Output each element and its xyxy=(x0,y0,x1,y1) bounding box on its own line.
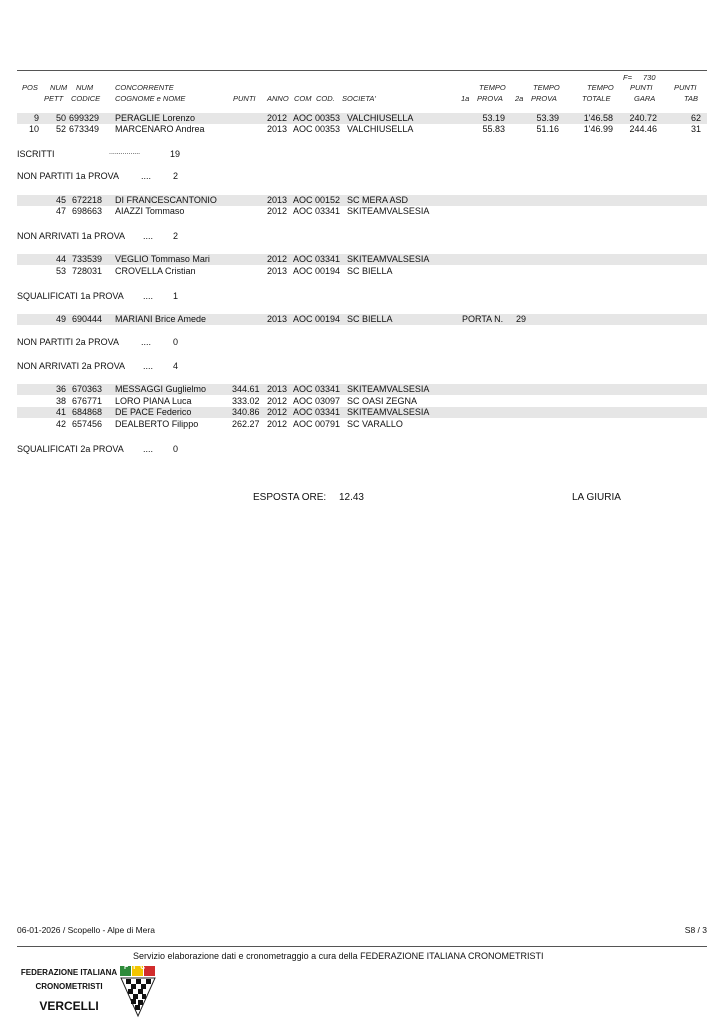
row-cod: 03341 xyxy=(315,384,341,394)
col-2a: 2a xyxy=(515,94,524,103)
row-societa: SKITEAMVALSESIA xyxy=(347,254,430,264)
section-count: 0 xyxy=(173,444,179,454)
row-societa: SC BIELLA xyxy=(347,266,393,276)
col-num-2: NUM xyxy=(76,83,94,92)
col-pett: PETT xyxy=(44,94,64,103)
row-anno: 2012 xyxy=(267,206,288,216)
section-label: SQUALIFICATI 2a PROVA xyxy=(17,444,124,454)
esposta-label: ESPOSTA ORE: xyxy=(253,492,327,503)
row-codice: 698663 xyxy=(72,206,103,216)
footer-service: Servizio elaborazione dati e cronometraggio a cura della FEDERAZIONE ITALIANA CRONOMETRISTI xyxy=(133,951,544,961)
row-nome: DEALBERTO Filippo xyxy=(115,419,199,429)
row-codice: 672218 xyxy=(72,195,103,205)
row-com: AOC xyxy=(293,266,313,276)
col-societa: SOCIETA' xyxy=(342,94,376,103)
row-societa: SC BIELLA xyxy=(347,314,393,324)
row-punti: 333.02 xyxy=(232,396,260,406)
footer-rule xyxy=(17,946,707,947)
section-count: 2 xyxy=(173,171,179,181)
row-cod: 00353 xyxy=(315,113,341,123)
row-pett: 53 xyxy=(55,266,66,276)
row-prova1: 53.19 xyxy=(482,113,505,123)
row-anno: 2012 xyxy=(267,407,288,417)
logo-letters: FIC xyxy=(124,964,151,971)
non-arrivati-2-line xyxy=(17,361,179,371)
row-societa: SKITEAMVALSESIA xyxy=(347,206,430,216)
section-dots: .... xyxy=(143,444,154,454)
non-partiti-1-line xyxy=(17,171,179,181)
row-com: AOC xyxy=(293,396,313,406)
row-codice: 670363 xyxy=(72,384,103,394)
row-anno: 2012 xyxy=(267,113,288,123)
row-com: AOC xyxy=(293,407,313,417)
esposta-ore xyxy=(253,492,364,503)
non-arrivati-1-line xyxy=(17,231,179,241)
row-pett: 42 xyxy=(55,419,66,429)
row-punti: 262.27 xyxy=(232,419,260,429)
col-prova-1: PROVA xyxy=(477,94,503,103)
row-tab: 62 xyxy=(690,113,701,123)
row-com: AOC xyxy=(293,195,313,205)
row-societa: SC MERA ASD xyxy=(347,195,409,205)
col-codice: CODICE xyxy=(71,94,101,103)
col-anno: ANNO xyxy=(267,94,289,103)
iscritti-line xyxy=(17,149,181,159)
row-nome: MESSAGGI Guglielmo xyxy=(115,384,207,394)
footer-page: S8 / 3 xyxy=(684,925,707,935)
col-punti-gara-top: PUNTI xyxy=(630,83,653,92)
table-row xyxy=(17,266,707,277)
row-pett: 44 xyxy=(55,254,66,264)
section-label: NON ARRIVATI 2a PROVA xyxy=(17,361,126,371)
table-row xyxy=(17,407,707,418)
squalificati-2-line xyxy=(17,444,179,454)
row-nome: VEGLIO Tommaso Mari xyxy=(115,254,210,264)
row-anno: 2013 xyxy=(267,314,288,324)
iscritti-label: ISCRITTI xyxy=(17,149,55,159)
row-anno: 2012 xyxy=(267,254,288,264)
section-count: 0 xyxy=(173,337,179,347)
iscritti-dots: ................ xyxy=(109,149,141,156)
col-totale: TOTALE xyxy=(582,94,611,103)
row-anno: 2013 xyxy=(267,124,288,134)
row-anno: 2012 xyxy=(267,419,288,429)
row-punti: 344.61 xyxy=(232,384,260,394)
section-count: 1 xyxy=(173,291,179,301)
col-1a: 1a xyxy=(461,94,470,103)
row-prova2: 51.16 xyxy=(536,124,559,134)
logo-line-3: VERCELLI xyxy=(39,999,99,1013)
row-nome: DI FRANCESCANTONIO xyxy=(115,195,217,205)
row-anno: 2012 xyxy=(267,396,288,406)
ficr-logo xyxy=(20,964,170,1019)
row-societa: SC VARALLO xyxy=(347,419,403,429)
table-row xyxy=(17,396,707,407)
row-com: AOC xyxy=(293,314,313,324)
section-label: NON ARRIVATI 1a PROVA xyxy=(17,231,126,241)
ficr-emblem-icon xyxy=(118,964,158,1018)
section-label: SQUALIFICATI 1a PROVA xyxy=(17,291,124,301)
row-codice: 733539 xyxy=(72,254,103,264)
row-cod: 03341 xyxy=(315,206,341,216)
row-pett: 38 xyxy=(55,396,66,406)
row-totale: 1'46.99 xyxy=(583,124,613,134)
col-tempo-1: TEMPO xyxy=(479,83,506,92)
row-cod: 00152 xyxy=(315,195,341,205)
section-dots: .... xyxy=(143,231,154,241)
row-anno: 2013 xyxy=(267,384,288,394)
row-codice: 673349 xyxy=(69,124,100,134)
section-label: NON PARTITI 1a PROVA xyxy=(17,171,120,181)
logo-line-1: FEDERAZIONE ITALIANA xyxy=(20,968,118,977)
row-cod: 00353 xyxy=(315,124,341,134)
row-codice: 684868 xyxy=(72,407,103,417)
row-codice: 690444 xyxy=(72,314,103,324)
row-nome: AIAZZI Tommaso xyxy=(115,206,185,216)
row-prova1: 55.83 xyxy=(482,124,505,134)
row-com: AOC xyxy=(293,254,313,264)
row-pett: 52 xyxy=(55,124,66,134)
row-prova2: 53.39 xyxy=(536,113,559,123)
row-tab: 31 xyxy=(690,124,701,134)
row-societa: VALCHIUSELLA xyxy=(347,124,414,134)
row-cod: 00791 xyxy=(315,419,341,429)
row-nome: DE PACE Federico xyxy=(115,407,192,417)
col-tab: TAB xyxy=(684,94,699,103)
top-rule xyxy=(17,70,707,71)
row-porta-number: 29 xyxy=(516,314,527,324)
esposta-value: 12.43 xyxy=(338,492,364,503)
row-societa: VALCHIUSELLA xyxy=(347,113,414,123)
row-societa: SKITEAMVALSESIA xyxy=(347,384,430,394)
row-nome: CROVELLA Cristian xyxy=(115,266,196,276)
row-cod: 00194 xyxy=(315,266,341,276)
table-row xyxy=(17,384,707,395)
row-porta-label: PORTA N. xyxy=(462,314,504,324)
row-com: AOC xyxy=(293,124,313,134)
row-anno: 2013 xyxy=(267,266,288,276)
footer-date-place: 06-01-2026 / Scopello - Alpe di Mera xyxy=(17,925,155,935)
col-cognome-nome: COGNOME e NOME xyxy=(115,94,186,103)
col-punti-tab-top: PUNTI xyxy=(674,83,697,92)
table-row xyxy=(17,113,707,124)
section-dots: .... xyxy=(141,337,152,347)
iscritti-count: 19 xyxy=(170,149,181,159)
col-prova-2: PROVA xyxy=(531,94,557,103)
row-codice: 699329 xyxy=(69,113,100,123)
squalificati-1-line xyxy=(17,291,179,301)
row-pett: 41 xyxy=(55,407,66,417)
row-totale: 1'46.58 xyxy=(583,113,613,123)
row-nome: MARCENARO Andrea xyxy=(115,124,205,134)
col-com: COM xyxy=(294,94,312,103)
table-row xyxy=(17,254,707,265)
row-codice: 728031 xyxy=(72,266,103,276)
row-cod: 03341 xyxy=(315,407,341,417)
section-count: 4 xyxy=(173,361,179,371)
row-codice: 676771 xyxy=(72,396,103,406)
row-com: AOC xyxy=(293,113,313,123)
section-dots: .... xyxy=(143,291,154,301)
table-row xyxy=(17,419,707,430)
la-giuria: LA GIURIA xyxy=(572,492,621,503)
row-pos: 10 xyxy=(28,124,39,134)
non-partiti-2-line xyxy=(17,337,179,347)
row-com: AOC xyxy=(293,206,313,216)
col-num-1: NUM xyxy=(50,83,68,92)
section-dots: .... xyxy=(141,171,152,181)
row-nome: PERAGLIE Lorenzo xyxy=(115,113,196,123)
col-tempo-2: TEMPO xyxy=(533,83,560,92)
row-pett: 36 xyxy=(55,384,66,394)
row-nome: LORO PIANA Luca xyxy=(115,396,192,406)
row-pett: 47 xyxy=(55,206,66,216)
row-societa: SKITEAMVALSESIA xyxy=(347,407,430,417)
row-societa: SC OASI ZEGNA xyxy=(347,396,418,406)
row-nome: MARIANI Brice Amede xyxy=(115,314,207,324)
col-pos: POS xyxy=(22,83,38,92)
f-value: 730 xyxy=(643,73,656,82)
table-row xyxy=(17,124,707,135)
col-tempo-3: TEMPO xyxy=(587,83,614,92)
col-gara: GARA xyxy=(634,94,656,103)
logo-line-2: CRONOMETRISTI xyxy=(35,982,103,991)
row-pos: 9 xyxy=(33,113,39,123)
row-punti: 340.86 xyxy=(232,407,260,417)
row-pett: 45 xyxy=(55,195,66,205)
row-pett: 49 xyxy=(55,314,66,324)
row-cod: 00194 xyxy=(315,314,341,324)
row-com: AOC xyxy=(293,384,313,394)
col-cod: COD. xyxy=(316,94,335,103)
section-count: 2 xyxy=(173,231,179,241)
row-cod: 03341 xyxy=(315,254,341,264)
section-label: NON PARTITI 2a PROVA xyxy=(17,337,120,347)
row-cod: 03097 xyxy=(315,396,341,406)
col-punti: PUNTI xyxy=(233,94,256,103)
table-row xyxy=(17,206,707,217)
col-concorrente: CONCORRENTE xyxy=(115,83,174,92)
row-gara: 240.72 xyxy=(629,113,657,123)
table-row xyxy=(17,314,707,325)
table-row xyxy=(17,195,707,206)
f-label: F= xyxy=(623,73,632,82)
row-pett: 50 xyxy=(55,113,66,123)
row-anno: 2013 xyxy=(267,195,288,205)
row-codice: 657456 xyxy=(72,419,103,429)
section-dots: .... xyxy=(143,361,154,371)
row-com: AOC xyxy=(293,419,313,429)
row-gara: 244.46 xyxy=(629,124,657,134)
